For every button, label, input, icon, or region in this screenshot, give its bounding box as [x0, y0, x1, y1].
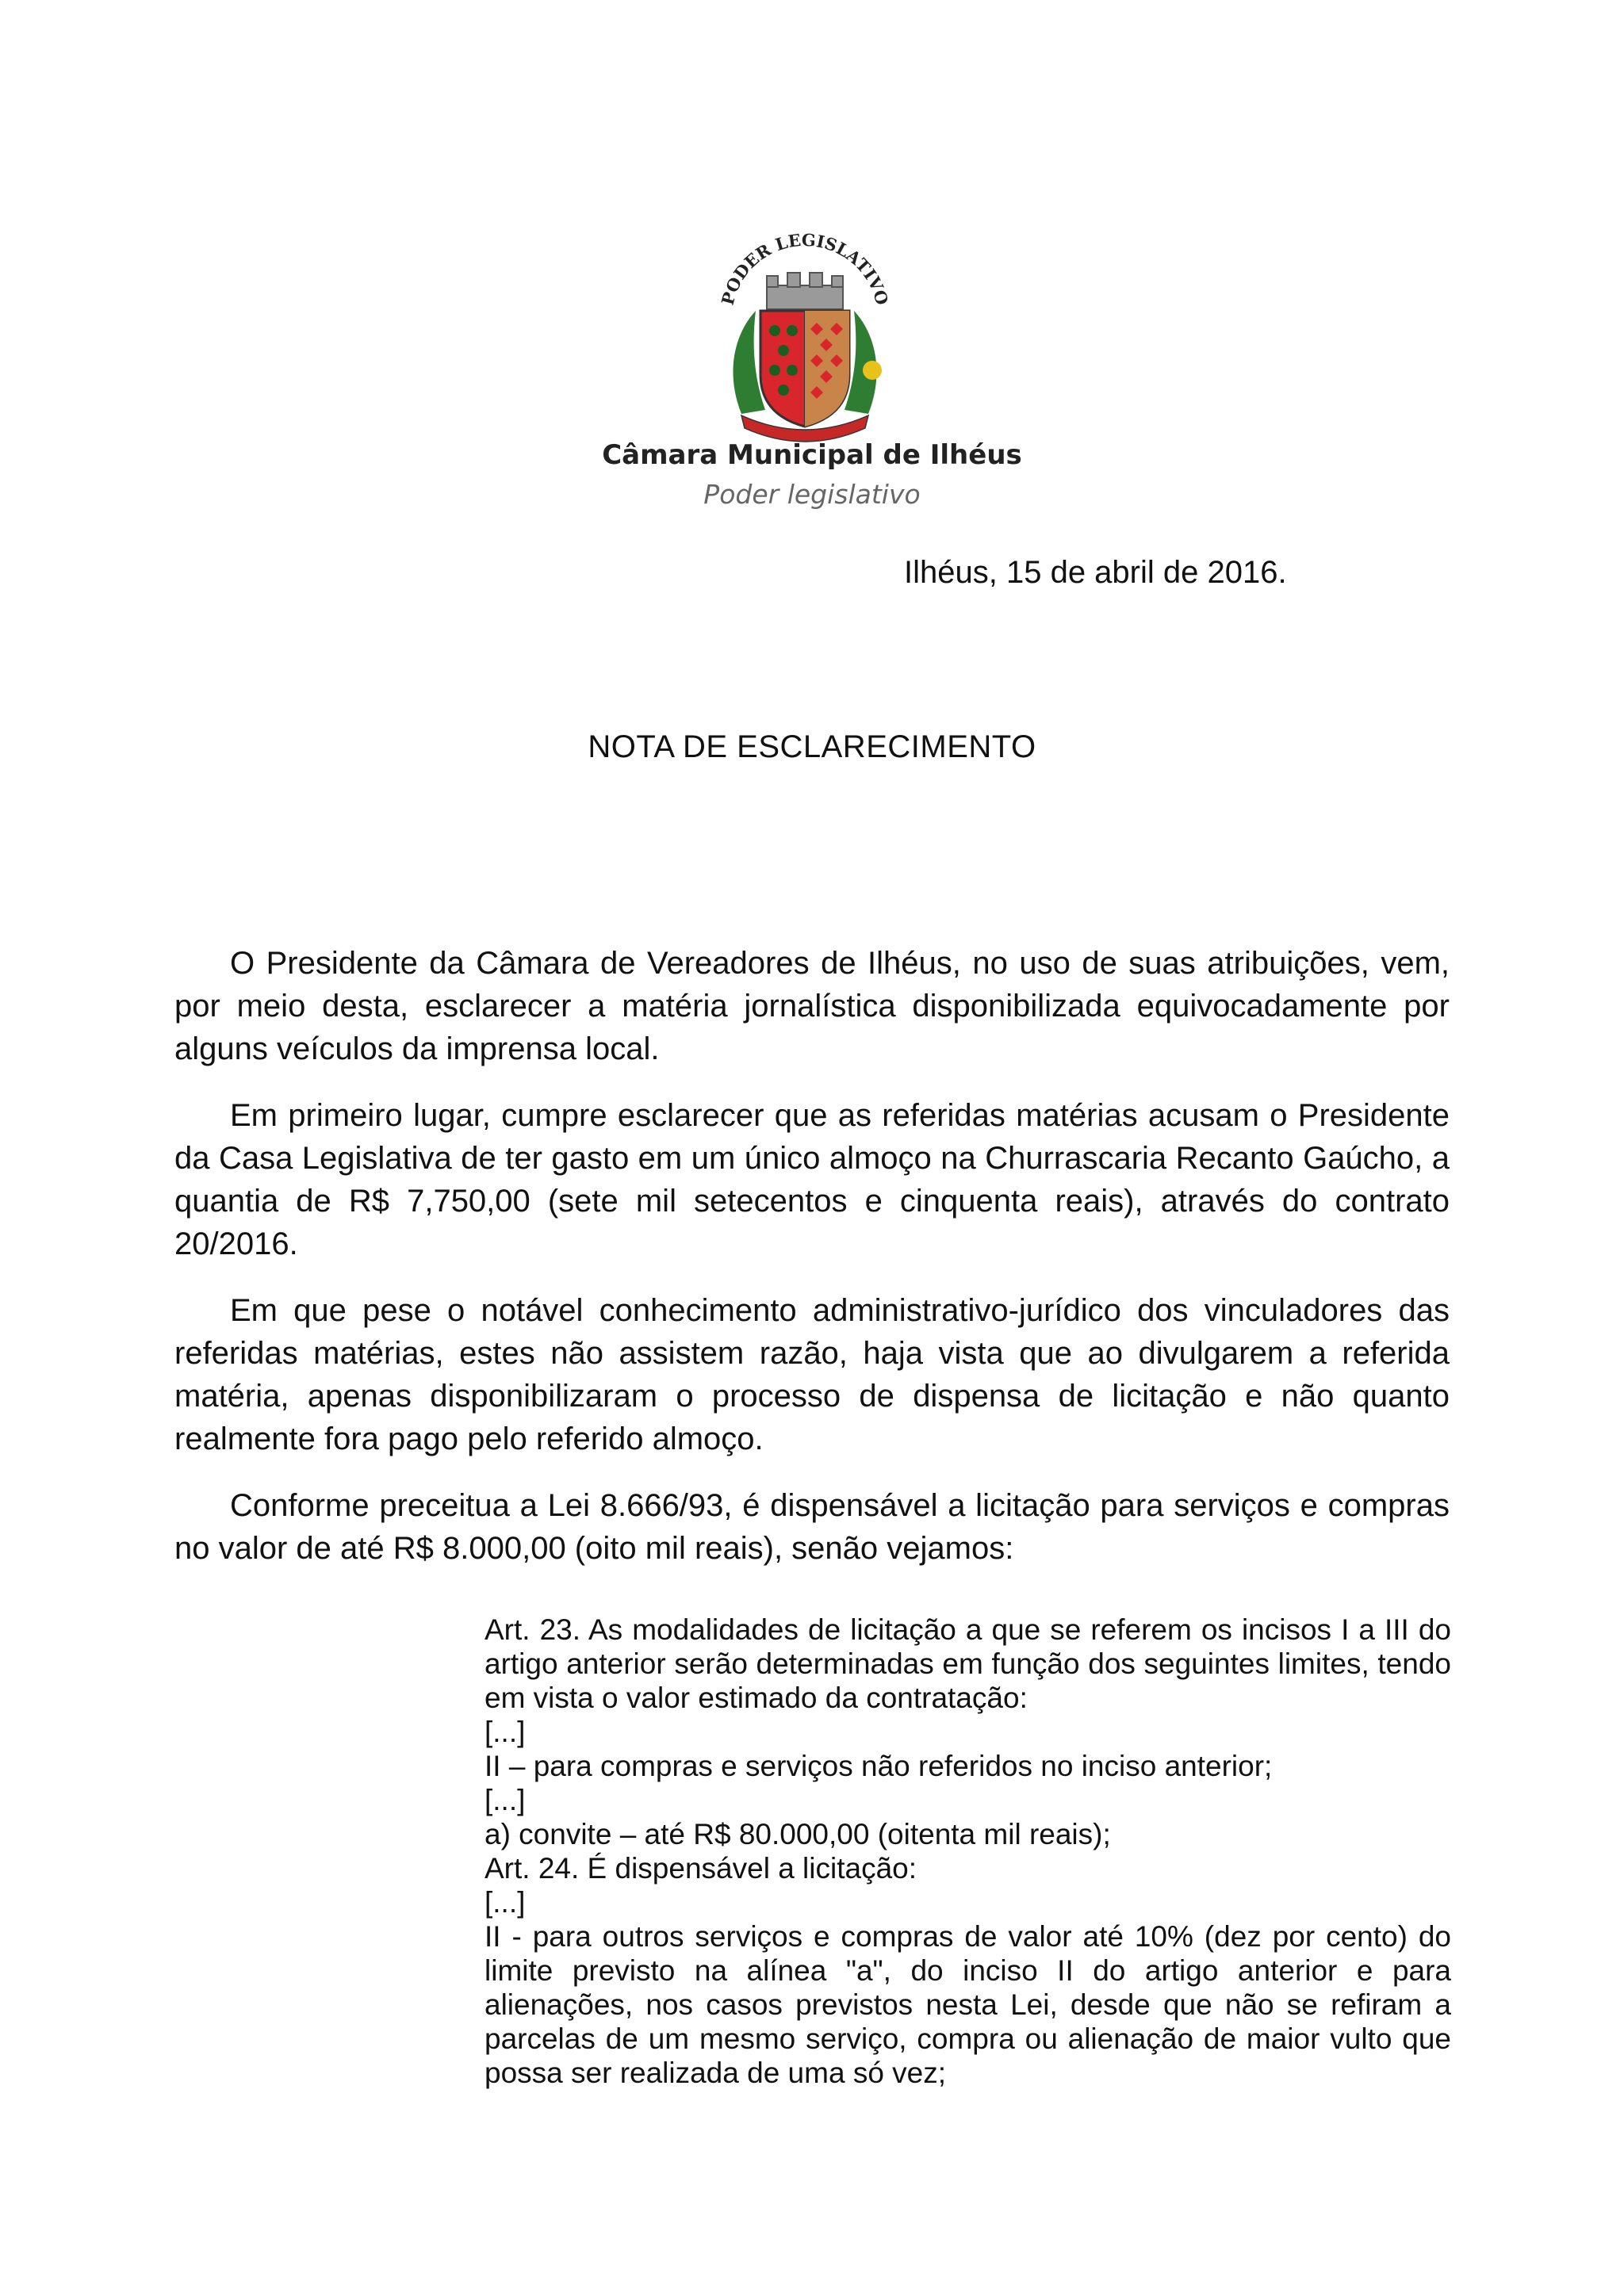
quote-ellipsis: [...] [485, 1886, 526, 1919]
law-quotation [485, 1613, 1451, 2090]
coat-of-arms-emblem [710, 232, 900, 446]
paragraph-3: Em que pese o notável conhecimento administrativo-jurídico dos vinculadores das referidas matérias, estes não assistem razão, haja vista que ao divulgarem a referida matéria, apenas disponibilizaram o processo de dispensa de licitação e não quanto realmente fora pago pelo referido almoço. [174, 1293, 1450, 1456]
quote-art-24-inciso-ii: II - para outros serviços e compras de valor até 10% (dez por cento) do limite previsto na alínea "a", do inciso II do artigo anterior e para alienações, nos casos previstos nesta Lei, desde que não se refiram a parcelas de um mesmo serviço, compra ou alienação de maior vulto que possa ser realizada de uma só vez; [485, 1920, 1451, 2089]
paragraph-2: Em primeiro lugar, cumpre esclarecer que as referidas matérias acusam o Presidente da Casa Legislativa de ter gasto em um único almoço na Churrascaria Recanto Gaúcho, a quantia de R$ 7,750,00 (sete mil setecentos e cinquenta reais), através do contrato 20/2016. [174, 1098, 1450, 1261]
paragraph-1: O Presidente da Câmara de Vereadores de Ilhéus, no uso de suas atribuições, vem, por meio desta, esclarecer a matéria jornalística disponibilizada equivocadamente por alguns veículos da imprensa local. [174, 946, 1450, 1066]
quote-alinea-a: a) convite – até R$ 80.000,00 (oitenta mil reais); [485, 1818, 1111, 1850]
paragraph-4: Conforme preceitua a Lei 8.666/93, é dispensável a licitação para serviços e compras no valor de até R$ 8.000,00 (oito mil reais), senão vejamos: [174, 1488, 1450, 1566]
quote-inciso-ii: II – para compras e serviços não referidos no inciso anterior; [485, 1750, 1273, 1782]
emblem-text: PODER LEGISLATIVO [717, 232, 893, 308]
quote-art-23: Art. 23. As modalidades de licitação a que se referem os incisos I a III do artigo anterior serão determinadas em função dos seguintes limites, tendo em vista o valor estimado da contratação: [485, 1613, 1451, 1714]
organization-name: Câmara Municipal de Ilhéus [602, 439, 1022, 471]
organization-subtitle: Poder legislativo [703, 479, 921, 510]
quote-art-24: Art. 24. É dispensável a licitação: [485, 1852, 917, 1885]
quote-ellipsis: [...] [485, 1784, 526, 1816]
body-text [174, 942, 1450, 1594]
quote-ellipsis: [...] [485, 1716, 526, 1748]
document-title: NOTA DE ESCLARECIMENTO [588, 729, 1036, 764]
date-line: Ilhéus, 15 de abril de 2016. [904, 555, 1287, 590]
